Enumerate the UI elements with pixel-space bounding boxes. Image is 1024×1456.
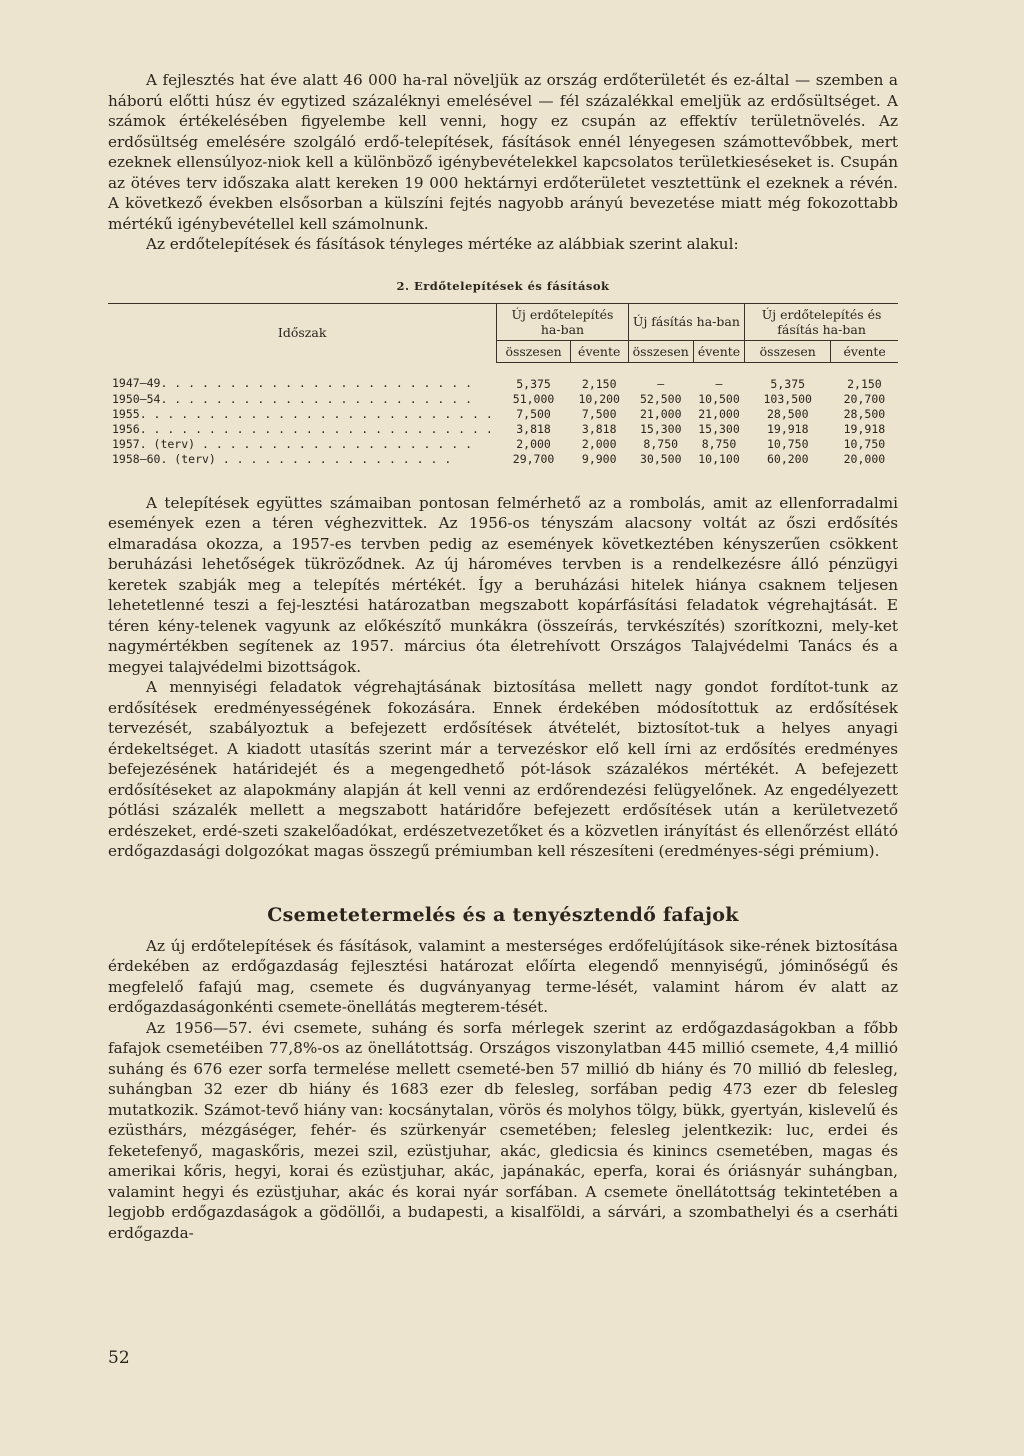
header-period: Időszak <box>108 303 497 362</box>
page-number: 52 <box>108 1348 130 1368</box>
cell-value: 60,200 <box>766 451 809 466</box>
cell-value: — <box>657 376 665 391</box>
row-period: 1950—54. . . . . . . . . . . . . . . . . . . . . . . <box>112 391 473 406</box>
cell-value: 5,375 <box>770 376 806 391</box>
cell-value: 2,000 <box>581 436 617 451</box>
cell-value: 3,818 <box>581 421 617 436</box>
header-group-combined: Új erdőtelepítés és fásítás ha-ban <box>745 303 898 340</box>
cell-value: 10,500 <box>698 391 740 406</box>
cell-value: 8,750 <box>701 436 737 451</box>
table-row <box>108 452 898 467</box>
cell-value: 7,500 <box>581 406 617 421</box>
row-period: 1955. . . . . . . . . . . . . . . . . . . . . . . . . . <box>112 406 493 421</box>
cell-value: — <box>715 376 723 391</box>
cell-value: 10,750 <box>843 436 886 451</box>
paragraph-table-lead: Az erdőtelepítések és fásítások tényleges mértéke az alábbiak szerint alakul: <box>146 235 739 253</box>
header-sub-total: összesen <box>745 340 831 362</box>
cell-value: 19,918 <box>766 421 809 436</box>
table-title: 2. Erdőtelepítések és fásítások <box>396 278 610 293</box>
paragraph-counterrevolution: A telepítések együttes számaiban pontosan felmérhető az a rombolás, amit az ellenforradalmi események ezen a téren véghezvittek. Az 1956-os tényszám alacsony voltát az őszi erdősítés elmaradása okozza, a 1957-es tervben pedig az események következtében kényszerűen csökkent beruházási lehetőségek tükröződnek. Az új hároméves tervben is a rendelkezésre álló pénzügyi keretek szabják meg a telepítés mértékét. Így a beruházási hitelek hiánya csaknem teljesen lehetetlenné teszi a fej-lesztési határozatban megszabott kopárfásítási feladatok végrehajtását. E téren kény-telenek vagyunk az előkészítő munkákra (összeírás, tervkészítés) szorítkozni, mely-ket nagymértékben segítenek az 1957. március óta életrehívott Országos Talajvédelmi Tanács és a megyei talajvédelmi bizottságok. <box>108 493 898 676</box>
cell-value: 9,900 <box>581 451 617 466</box>
cell-value: 7,500 <box>516 406 551 421</box>
cell-value: 28,500 <box>766 406 809 421</box>
cell-value: 20,700 <box>843 391 886 406</box>
header-sub-yearly: évente <box>570 340 628 362</box>
header-sub-yearly: évente <box>831 340 898 362</box>
paragraph-seedling-goal: Az új erdőtelepítések és fásítások, valamint a mesterséges erdőfelújítások sike-rének biztosítása érdekében az erdőgazdaság fejlesztési határozat előírta elegendő mennyiségű, jóminőségű és megfelelő fafajú mag, csemete és dugványanyag terme-lését, valamint három év alatt az erdőgazdaságonkénti csemete-önellátás megterem-tését. <box>108 936 898 1016</box>
cell-value: 10,750 <box>766 436 809 451</box>
cell-value: 30,500 <box>639 451 682 466</box>
row-period: 1957. (terv) . . . . . . . . . . . . . . . . . . . . <box>112 436 473 451</box>
row-period: 1947—49. . . . . . . . . . . . . . . . . . . . . . . <box>112 376 473 391</box>
table-row <box>108 392 898 407</box>
cell-value: 28,500 <box>843 406 886 421</box>
cell-value: 103,500 <box>763 391 812 406</box>
cell-value: 21,000 <box>639 406 682 421</box>
table-row <box>108 422 898 437</box>
page-body <box>108 70 898 1243</box>
cell-value: 51,000 <box>512 391 555 406</box>
cell-value: 20,000 <box>843 451 886 466</box>
table-row <box>108 362 898 392</box>
paragraph-seedling-balance: Az 1956—57. évi csemete, suháng és sorfa mérlegek szerint az erdőgazdaságokban a főbb fafajok csemetéiben 77,8%-os az önellátottság. Országos viszonylatban 445 millió csemete, 4,4 millió suháng és 676 ezer sorfa termelése mellett csemeté-ben 57 millió db hiány és 70 millió db felesleg, suhángban 32 ezer db hiány és 1683 ezer db felesleg, sorfában pedig 473 ezer db felesleg mutatkozik. Számot-tevő hiány van: kocsánytalan, vörös és molyhos tölgy, bükk, gyertyán, kislevelű és ezüsthárs, mézgáséger, fehér- és szürkenyár csemetében; felesleg jelentkezik: luc, erdei és feketefenyő, magaskőris, mezei szil, ezüstjuhar, akác, gledicsia és kinincs csemetében, magas és amerikai kőris, hegyi, korai és ezüstjuhar, akác, japánakác, eperfa, korai és óriásnyár suhángban, valamint hegyi és ezüstjuhar, akác és korai nyár sorfában. A csemete önellátottság tekintetében a legjobb erdőgazdaságok a gödöllői, a budapesti, a kisalföldi, a sárvári, a szombathelyi és a cserháti erdőgazda- <box>108 1018 898 1242</box>
paragraph-intro: A fejlesztés hat éve alatt 46 000 ha-ral növeljük az ország erdőterületét és ez-által — szemben a háború előtti húsz év egytized százaléknyi emelésével — fél százalékkal emeljük az erdősültséget. A számok értékelésében figyelembe kell venni, hogy ez csupán az effektív területnövelés. Az erdősültség emelésére szolgáló erdő-telepítések, fásítások ennél lényegesen számottevőbbek, mert ezeknek ellensúlyoz-niok kell a különböző igénybevételekkel kapcsolatos területkieséseket is. Csupán az ötéves terv időszaka alatt kereken 19 000 hektárnyi erdőterületet vesztettünk el ezeknek a révén. A következő években elsősorban a külszíni fejtés nagyobb arányú bevezetése miatt még fokozottabb mértékű igénybevétellel kell számolnunk. <box>108 71 898 233</box>
section-title: Csemetetermelés és a tenyésztendő fafajok <box>267 903 739 926</box>
cell-value: 29,700 <box>512 451 555 466</box>
row-period: 1958—60. (terv) . . . . . . . . . . . . . . . . . <box>112 451 452 466</box>
row-period: 1956. . . . . . . . . . . . . . . . . . . . . . . . . . <box>112 421 493 436</box>
cell-value: 5,375 <box>516 376 551 391</box>
header-sub-total: összesen <box>497 340 570 362</box>
header-group-afforestation: Új erdőtelepítés ha-ban <box>497 303 628 340</box>
table-row <box>108 437 898 452</box>
cell-value: 21,000 <box>698 406 740 421</box>
header-group-tree-planting: Új fásítás ha-ban <box>628 303 745 340</box>
cell-value: 8,750 <box>643 436 679 451</box>
header-sub-yearly: évente <box>693 340 744 362</box>
cell-value: 15,300 <box>639 421 682 436</box>
cell-value: 15,300 <box>698 421 740 436</box>
afforestation-table <box>108 303 898 467</box>
cell-value: 10,200 <box>578 391 620 406</box>
cell-value: 2,150 <box>581 376 617 391</box>
cell-value: 19,918 <box>843 421 886 436</box>
paragraph-effectiveness: A mennyiségi feladatok végrehajtásának biztosítása mellett nagy gondot fordítot-tunk az erdősítések eredményességének fokozására. Ennek érdekében módosítottuk az erdősítések tervezését, szabályoztuk a befejezett erdősítések átvételét, biztosítot-tuk a helyes anyagi érdekeltséget. A kiadott utasítás szerint már a tervezéskor elő kell írni az erdősítés eredményes befejezésének határidejét és a megengedhető pót-lások százalékos mértékét. A befejezett erdősítéseket az alapokmány alapján át kell venni az erdőrendezési felügyelőnek. Az engedélyezett pótlási százalék mellett a megszabott határidőre befejezett erdősítések után a kerületvezető erdészeket, erdé-szeti szakelőadókat, erdészetvezetőket és a közvetlen irányítást és ellenőrzést ellátó erdőgazdasági dolgozókat magas összegű prémiumban kell részesíteni (eredményes-ségi prémium). <box>108 678 898 860</box>
table-row <box>108 407 898 422</box>
cell-value: 2,000 <box>516 436 551 451</box>
cell-value: 10,100 <box>698 451 740 466</box>
cell-value: 2,150 <box>847 376 882 391</box>
header-sub-total: összesen <box>628 340 693 362</box>
cell-value: 3,818 <box>516 421 551 436</box>
cell-value: 52,500 <box>639 391 682 406</box>
